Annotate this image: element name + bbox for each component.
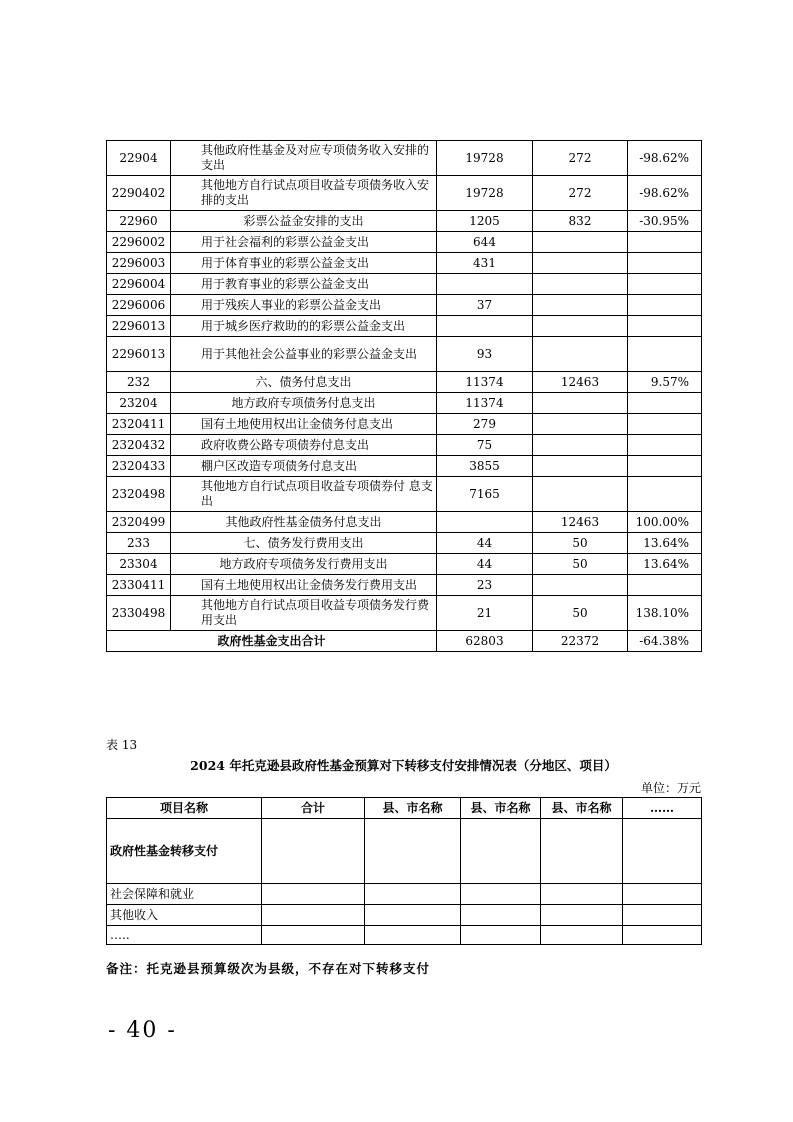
row-value-2023: 75: [437, 435, 533, 456]
row-code: 2320433: [107, 456, 171, 477]
row-change-pct: [628, 337, 702, 372]
table-row: [107, 232, 702, 253]
row-value-2024: [533, 295, 628, 316]
row-change-pct: 13.64%: [628, 554, 702, 575]
row-value-2023: 1205: [437, 211, 533, 232]
row-code: 2296006: [107, 295, 171, 316]
cell: [461, 926, 541, 945]
cell: [461, 905, 541, 926]
table-row: [107, 554, 702, 575]
row-value-2024: 832: [533, 211, 628, 232]
row-value-2024: 50: [533, 596, 628, 631]
table-row: [107, 596, 702, 631]
table-row: [107, 905, 702, 926]
table-row: [107, 926, 702, 945]
table-row: [107, 477, 702, 512]
cell: [541, 819, 623, 884]
table-title: 2024 年托克逊县政府性基金预算对下转移支付安排情况表（分地区、项目）: [190, 758, 617, 773]
row-name: 用于城乡医疗救助的的彩票公益金支出: [171, 316, 437, 337]
row-value-2023: 37: [437, 295, 533, 316]
row-code: 2320499: [107, 512, 171, 533]
row-value-2023: [437, 274, 533, 295]
row-value-2024: 50: [533, 533, 628, 554]
row-code: 22960: [107, 211, 171, 232]
row-name: 用于社会福利的彩票公益金支出: [171, 232, 437, 253]
row-value-2024: 272: [533, 176, 628, 211]
table-row: [107, 141, 702, 176]
row-value-2023: 19728: [437, 176, 533, 211]
total-value-2023: 62803: [437, 631, 533, 652]
row-code: 233: [107, 533, 171, 554]
fund-expenditure-table: [106, 140, 702, 652]
row-value-2024: [533, 337, 628, 372]
row-name: 用于体育事业的彩票公益金支出: [171, 253, 437, 274]
row-name: 其他地方自行试点项目收益专项债务发行费用支出: [171, 596, 437, 631]
table-header-row: [107, 798, 702, 819]
row-value-2024: 12463: [533, 512, 628, 533]
header-cell: 县、市名称: [461, 798, 541, 819]
table-row: [107, 393, 702, 414]
row-change-pct: -98.62%: [628, 141, 702, 176]
row-code: 2296002: [107, 232, 171, 253]
row-code: 232: [107, 372, 171, 393]
row-name: 棚户区改造专项债务付息支出: [171, 456, 437, 477]
row-name: 地方政府专项债务付息支出: [171, 393, 437, 414]
row-name: 社会保障和就业: [107, 884, 262, 905]
cell: [365, 819, 461, 884]
row-code: 2296013: [107, 316, 171, 337]
table-row: [107, 435, 702, 456]
row-change-pct: [628, 456, 702, 477]
total-change-pct: -64.38%: [628, 631, 702, 652]
row-change-pct: [628, 575, 702, 596]
row-name: 地方政府专项债务发行费用支出: [171, 554, 437, 575]
row-change-pct: [628, 232, 702, 253]
row-code: 23304: [107, 554, 171, 575]
page-number: - 40 -: [108, 1018, 177, 1043]
cell: [365, 905, 461, 926]
row-change-pct: [628, 414, 702, 435]
cell: [541, 905, 623, 926]
row-value-2023: 3855: [437, 456, 533, 477]
header-cell: 县、市名称: [365, 798, 461, 819]
row-code: 2296003: [107, 253, 171, 274]
row-value-2024: [533, 316, 628, 337]
header-cell: ……: [623, 798, 702, 819]
row-change-pct: [628, 274, 702, 295]
row-name: …..: [107, 926, 262, 945]
row-code: 22904: [107, 141, 171, 176]
row-change-pct: [628, 295, 702, 316]
footnote: 备注：托克逊县预算级次为县级，不存在对下转移支付: [106, 961, 431, 976]
row-value-2023: 7165: [437, 477, 533, 512]
cell: [623, 819, 702, 884]
row-code: 2320498: [107, 477, 171, 512]
row-value-2023: 44: [437, 533, 533, 554]
row-value-2023: 44: [437, 554, 533, 575]
row-name: 七、债务发行费用支出: [171, 533, 437, 554]
row-code: 2320432: [107, 435, 171, 456]
row-value-2024: 50: [533, 554, 628, 575]
cell: [365, 926, 461, 945]
row-value-2024: 12463: [533, 372, 628, 393]
table-row: [107, 372, 702, 393]
row-change-pct: 9.57%: [628, 372, 702, 393]
row-code: 2320411: [107, 414, 171, 435]
cell: [365, 884, 461, 905]
row-value-2024: [533, 274, 628, 295]
row-name: 其他地方自行试点项目收益专项债务收入安排的支出: [171, 176, 437, 211]
row-name: 用于残疾人事业的彩票公益金支出: [171, 295, 437, 316]
table-row: [107, 316, 702, 337]
cell: [461, 884, 541, 905]
table-row: [107, 456, 702, 477]
cell: [461, 819, 541, 884]
row-change-pct: [628, 477, 702, 512]
table-label: 表 13: [106, 738, 138, 752]
row-value-2023: 21: [437, 596, 533, 631]
row-name: 彩票公益金安排的支出: [171, 211, 437, 232]
unit-label: 单位：万元: [640, 781, 701, 795]
row-value-2023: 279: [437, 414, 533, 435]
row-change-pct: -98.62%: [628, 176, 702, 211]
cell: [541, 926, 623, 945]
row-name: 用于教育事业的彩票公益金支出: [171, 274, 437, 295]
row-value-2024: [533, 253, 628, 274]
row-name: 国有土地使用权出让金债务付息支出: [171, 414, 437, 435]
total-row: [107, 631, 702, 652]
row-code: 23204: [107, 393, 171, 414]
row-change-pct: [628, 435, 702, 456]
row-value-2023: [437, 316, 533, 337]
row-code: 2296004: [107, 274, 171, 295]
total-label: 政府性基金支出合计: [107, 631, 437, 652]
row-change-pct: -30.95%: [628, 211, 702, 232]
row-value-2024: [533, 575, 628, 596]
row-value-2023: 11374: [437, 372, 533, 393]
cell: [262, 905, 365, 926]
table-row: [107, 253, 702, 274]
row-value-2023: 19728: [437, 141, 533, 176]
table-row: [107, 295, 702, 316]
row-value-2024: [533, 414, 628, 435]
row-value-2024: 272: [533, 141, 628, 176]
row-change-pct: [628, 316, 702, 337]
row-name: 其他政府性基金债务付息支出: [171, 512, 437, 533]
row-code: 2290402: [107, 176, 171, 211]
row-name: 政府性基金转移支付: [107, 819, 262, 884]
table-row: [107, 414, 702, 435]
row-change-pct: 13.64%: [628, 533, 702, 554]
row-code: 2296013: [107, 337, 171, 372]
table-row: [107, 884, 702, 905]
row-code: 2330498: [107, 596, 171, 631]
table-row: [107, 274, 702, 295]
row-change-pct: [628, 393, 702, 414]
transfer-payment-table: [106, 797, 702, 945]
row-value-2023: 431: [437, 253, 533, 274]
row-value-2024: [533, 477, 628, 512]
cell: [262, 926, 365, 945]
header-cell: 县、市名称: [541, 798, 623, 819]
table-row: [107, 533, 702, 554]
row-value-2024: [533, 435, 628, 456]
row-code: 2330411: [107, 575, 171, 596]
table-row: [107, 819, 702, 884]
header-cell: 合计: [262, 798, 365, 819]
cell: [262, 884, 365, 905]
row-value-2023: [437, 512, 533, 533]
row-name: 政府收费公路专项债券付息支出: [171, 435, 437, 456]
row-value-2024: [533, 393, 628, 414]
cell: [623, 905, 702, 926]
row-value-2024: [533, 232, 628, 253]
table-row: [107, 211, 702, 232]
row-change-pct: 138.10%: [628, 596, 702, 631]
cell: [541, 884, 623, 905]
row-change-pct: [628, 253, 702, 274]
table-row: [107, 575, 702, 596]
row-value-2023: 11374: [437, 393, 533, 414]
cell: [623, 926, 702, 945]
row-value-2023: 23: [437, 575, 533, 596]
cell: [623, 884, 702, 905]
row-value-2023: 93: [437, 337, 533, 372]
row-name: 用于其他社会公益事业的彩票公益金支出: [171, 337, 437, 372]
row-name: 六、债务付息支出: [171, 372, 437, 393]
row-name: 其他政府性基金及对应专项债务收入安排的支出: [171, 141, 437, 176]
table-row: [107, 512, 702, 533]
table-row: [107, 176, 702, 211]
total-value-2024: 22372: [533, 631, 628, 652]
header-cell: 项目名称: [107, 798, 262, 819]
row-name: 国有土地使用权出让金债务发行费用支出: [171, 575, 437, 596]
row-value-2024: [533, 456, 628, 477]
cell: [262, 819, 365, 884]
row-name: 其他地方自行试点项目收益专项债券付 息支出: [171, 477, 437, 512]
row-value-2023: 644: [437, 232, 533, 253]
row-change-pct: 100.00%: [628, 512, 702, 533]
row-name: 其他收入: [107, 905, 262, 926]
table-row: [107, 337, 702, 372]
